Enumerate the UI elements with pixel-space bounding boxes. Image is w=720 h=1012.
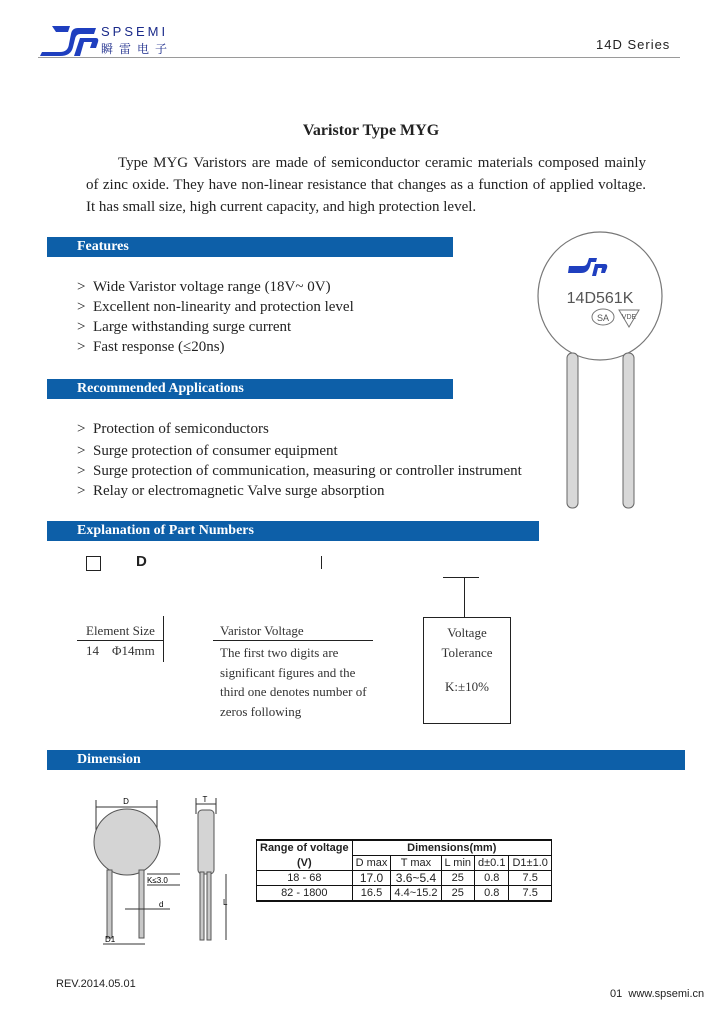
footer-page: 01 www.spsemi.cn <box>610 988 705 1000</box>
svg-text:d: d <box>159 900 164 909</box>
list-item: > Surge protection of communication, measuring or controller instrument <box>77 463 522 479</box>
svg-text:D: D <box>123 797 129 806</box>
part-numbers-heading: Explanation of Part Numbers <box>47 521 539 541</box>
code-box <box>86 556 101 571</box>
svg-text:L: L <box>223 898 228 907</box>
cert-vde: VDE <box>621 314 637 321</box>
code-d: D <box>136 553 147 570</box>
list-item: > Wide Varistor voltage range (18V~ 0V) <box>77 279 331 295</box>
product-marking: 14D561K <box>566 290 634 307</box>
element-size-value: 14 Φ14mm <box>86 643 155 658</box>
spsemi-logo-icon <box>38 22 100 56</box>
brand-name-cn: 瞬雷电子 <box>101 42 174 56</box>
header-divider <box>38 57 680 58</box>
table-header: Dimensions(mm) <box>352 840 551 856</box>
tolerance-box: Voltage Tolerance K:±10% <box>423 617 511 724</box>
dimension-side-drawing <box>178 790 248 950</box>
page-title: Varistor Type MYG <box>302 122 440 139</box>
svg-text:T: T <box>202 795 208 804</box>
table-row: 18 - 68 17.0 3.6~5.4 25 0.8 7.5 <box>257 871 552 886</box>
website-link[interactable]: www.spsemi.cn <box>628 988 705 1000</box>
list-item: > Protection of semiconductors <box>77 421 269 437</box>
applications-heading: Recommended Applications <box>47 379 453 399</box>
list-item: > Excellent non-linearity and protection level <box>77 299 354 315</box>
table-row: 82 - 1800 16.5 4.4~15.2 25 0.8 7.5 <box>257 886 552 902</box>
revision-label: REV.2014.05.01 <box>56 978 136 990</box>
list-item: > Large withstanding surge current <box>77 319 292 335</box>
series-label: 14D Series <box>596 37 671 52</box>
table-header: Range of voltage <box>257 840 353 856</box>
element-size-label: Element Size <box>86 623 155 638</box>
list-item: > Relay or electromagnetic Valve surge absorption <box>77 483 385 499</box>
svg-text:K≤3.0: K≤3.0 <box>147 876 168 885</box>
varistor-voltage-desc: The first two digits are significant figures and the third one denotes number of zeros following <box>220 645 367 719</box>
varistor-voltage-label: Varistor Voltage <box>220 623 304 638</box>
intro-paragraph: Type MYG Varistors are made of semiconductor ceramic materials composed mainly of zinc oxide. They have non-linear resistance that changes as a function of applied voltage. It has small size, high current capacity, and high protection level. <box>86 155 646 215</box>
list-item: > Fast response (≤20ns) <box>77 339 225 355</box>
dimension-table: Range of voltage Dimensions(mm) (V) D max T max L min d±0.1 D1±1.0 18 - 68 17.0 3.6~5.4 25 0.8 7.5 82 - 1800 16.5 4.4~15.2 25 0.8 7.5 <box>256 839 552 902</box>
list-item: > Surge protection of consumer equipment <box>77 443 338 459</box>
brand-name: SPSEMI <box>101 24 169 39</box>
features-heading: Features <box>47 237 453 257</box>
svg-text:D1: D1 <box>105 935 116 944</box>
cert-sa: SA <box>596 313 610 323</box>
code-divider <box>321 556 322 569</box>
dimension-heading: Dimension <box>47 750 685 770</box>
